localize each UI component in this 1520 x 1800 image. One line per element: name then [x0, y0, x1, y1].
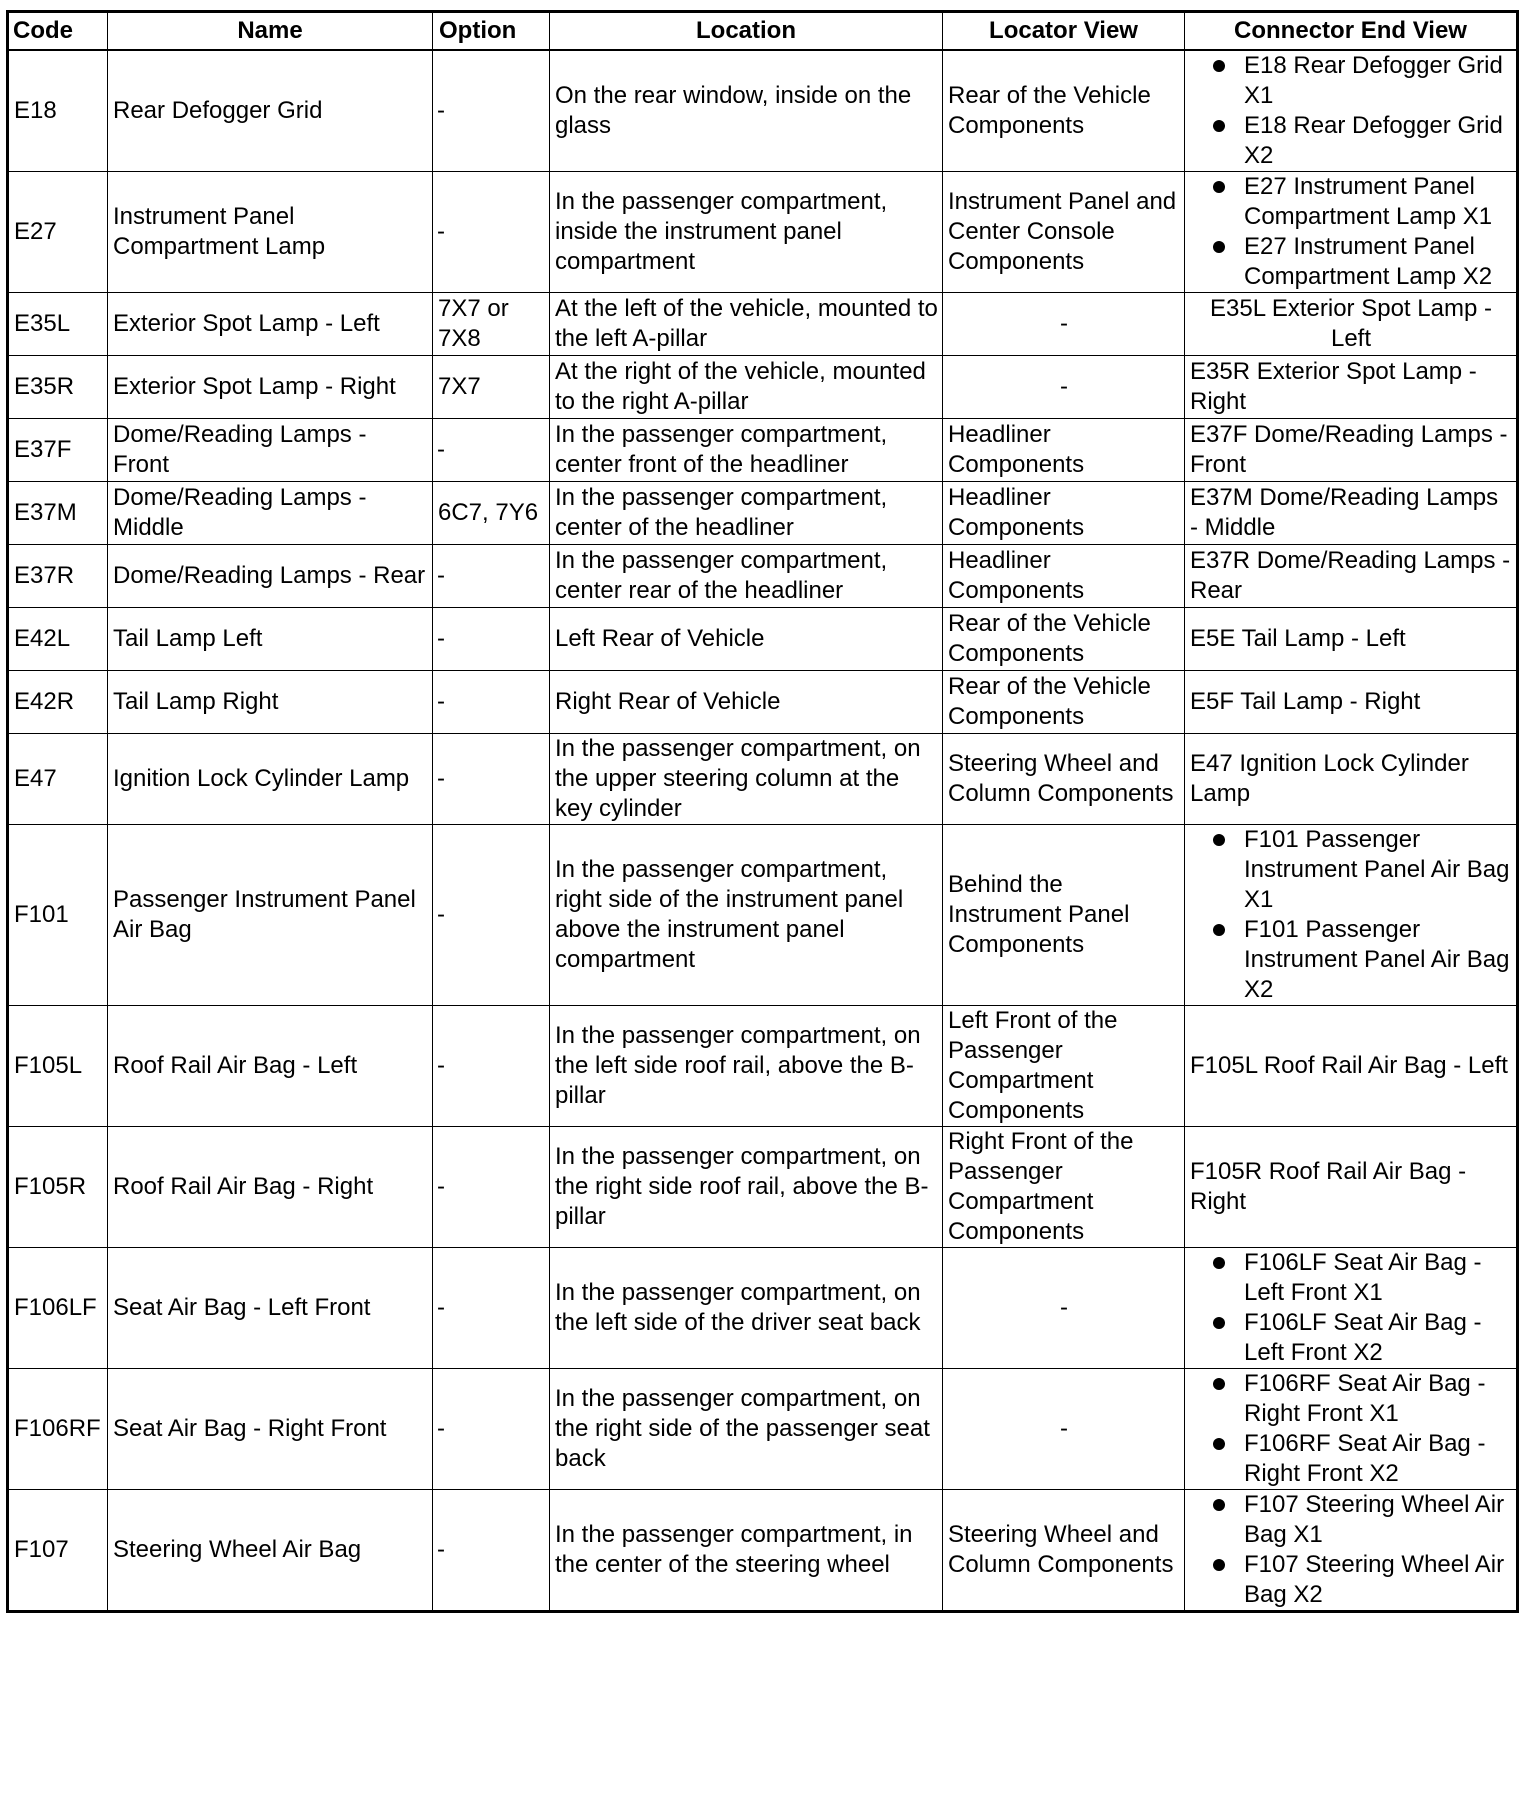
cell-location: In the passenger compartment, in the center of the steering wheel: [550, 1490, 943, 1612]
cell-locator-view[interactable]: -: [943, 356, 1185, 419]
connector-view-link[interactable]: F106LF Seat Air Bag - Left Front X1: [1244, 1249, 1482, 1306]
cell-location: On the rear window, inside on the glass: [550, 50, 943, 172]
cell-code: E35R: [8, 356, 108, 419]
table-row: [8, 50, 1518, 172]
connector-view-list: [1190, 1248, 1512, 1368]
bullet-icon: [1213, 924, 1225, 936]
cell-connector-end-view: [1185, 825, 1518, 1006]
bullet-icon: [1213, 60, 1225, 72]
cell-connector-end-view: [1185, 419, 1518, 482]
connector-view-link[interactable]: E37R Dome/Reading Lamps - Rear: [1190, 547, 1511, 604]
connector-view-link[interactable]: F106LF Seat Air Bag - Left Front X2: [1244, 1309, 1482, 1366]
column-header-connector-end-view: Connector End View: [1185, 12, 1518, 51]
cell-location: Right Rear of Vehicle: [550, 671, 943, 734]
cell-locator-view[interactable]: Instrument Panel and Center Console Components: [943, 172, 1185, 293]
cell-locator-view[interactable]: Steering Wheel and Column Components: [943, 734, 1185, 825]
table-row: [8, 1369, 1518, 1490]
column-header-location: Location: [550, 12, 943, 51]
cell-locator-view[interactable]: Rear of the Vehicle Components: [943, 671, 1185, 734]
table-row: [8, 482, 1518, 545]
connector-view-link[interactable]: E35L Exterior Spot Lamp - Left: [1210, 295, 1492, 352]
connector-view-item: [1190, 1550, 1512, 1610]
cell-connector-end-view: [1185, 1490, 1518, 1612]
cell-code: F106LF: [8, 1248, 108, 1369]
cell-name: Passenger Instrument Panel Air Bag: [108, 825, 433, 1006]
column-header-option: Option: [433, 12, 550, 51]
connector-view-link[interactable]: E18 Rear Defogger Grid X1: [1244, 52, 1503, 109]
cell-code: E35L: [8, 293, 108, 356]
column-header-code: Code: [8, 12, 108, 51]
cell-connector-end-view: [1185, 356, 1518, 419]
connector-view-item: [1190, 915, 1512, 1005]
cell-code: E37R: [8, 545, 108, 608]
column-header-name: Name: [108, 12, 433, 51]
bullet-icon: [1213, 181, 1225, 193]
cell-name: Roof Rail Air Bag - Left: [108, 1006, 433, 1127]
connector-view-list: [1190, 825, 1512, 1005]
connector-view-link[interactable]: F105L Roof Rail Air Bag - Left: [1190, 1052, 1508, 1079]
cell-connector-end-view: [1185, 293, 1518, 356]
cell-connector-end-view: [1185, 1127, 1518, 1248]
bullet-icon: [1213, 241, 1225, 253]
cell-option: 7X7: [433, 356, 550, 419]
connector-view-link[interactable]: E27 Instrument Panel Compartment Lamp X2: [1244, 233, 1493, 290]
connector-view-link[interactable]: E27 Instrument Panel Compartment Lamp X1: [1244, 173, 1493, 230]
cell-location: In the passenger compartment, on the upper steering column at the key cylinder: [550, 734, 943, 825]
cell-location: In the passenger compartment, center of the headliner: [550, 482, 943, 545]
cell-option: -: [433, 50, 550, 172]
bullet-icon: [1213, 1499, 1225, 1511]
bullet-icon: [1213, 1378, 1225, 1390]
table-row: [8, 734, 1518, 825]
cell-name: Tail Lamp Right: [108, 671, 433, 734]
connector-view-item: [1190, 1248, 1512, 1308]
cell-option: -: [433, 1006, 550, 1127]
connector-list-sheet: [6, 10, 1516, 1613]
connector-table: [6, 10, 1519, 1613]
connector-view-list: [1190, 172, 1512, 292]
cell-connector-end-view: [1185, 671, 1518, 734]
table-row: [8, 545, 1518, 608]
connector-view-item: [1190, 1490, 1512, 1550]
connector-view-link[interactable]: F106RF Seat Air Bag - Right Front X2: [1244, 1430, 1486, 1487]
bullet-icon: [1213, 1317, 1225, 1329]
cell-name: Roof Rail Air Bag - Right: [108, 1127, 433, 1248]
cell-name: Instrument Panel Compartment Lamp: [108, 172, 433, 293]
cell-name: Seat Air Bag - Right Front: [108, 1369, 433, 1490]
cell-name: Ignition Lock Cylinder Lamp: [108, 734, 433, 825]
table-row: [8, 293, 1518, 356]
connector-view-item: [1190, 111, 1512, 171]
cell-option: -: [433, 671, 550, 734]
cell-option: -: [433, 825, 550, 1006]
cell-name: Tail Lamp Left: [108, 608, 433, 671]
cell-locator-view[interactable]: Rear of the Vehicle Components: [943, 608, 1185, 671]
cell-locator-view[interactable]: Right Front of the Passenger Compartment Components: [943, 1127, 1185, 1248]
connector-view-link[interactable]: F106RF Seat Air Bag - Right Front X1: [1244, 1370, 1486, 1427]
connector-view-link[interactable]: E47 Ignition Lock Cylinder Lamp: [1190, 750, 1469, 807]
cell-location: In the passenger compartment, inside the instrument panel compartment: [550, 172, 943, 293]
cell-option: 7X7 or 7X8: [433, 293, 550, 356]
table-row: [8, 1127, 1518, 1248]
header-row: [8, 12, 1518, 51]
cell-option: -: [433, 608, 550, 671]
cell-locator-view[interactable]: Behind the Instrument Panel Components: [943, 825, 1185, 1006]
cell-option: -: [433, 1127, 550, 1248]
connector-view-link[interactable]: F107 Steering Wheel Air Bag X1: [1244, 1491, 1505, 1548]
cell-code: F105R: [8, 1127, 108, 1248]
column-header-locator-view: Locator View: [943, 12, 1185, 51]
cell-connector-end-view: [1185, 608, 1518, 671]
cell-connector-end-view: [1185, 545, 1518, 608]
cell-connector-end-view: [1185, 1369, 1518, 1490]
cell-code: F106RF: [8, 1369, 108, 1490]
cell-location: In the passenger compartment, right side of the instrument panel above the instrument panel compartment: [550, 825, 943, 1006]
cell-option: -: [433, 172, 550, 293]
cell-location: In the passenger compartment, on the left side roof rail, above the B-pillar: [550, 1006, 943, 1127]
table-row: [8, 825, 1518, 1006]
connector-view-link[interactable]: E37F Dome/Reading Lamps - Front: [1190, 421, 1508, 478]
table-header: [8, 12, 1518, 51]
cell-connector-end-view: [1185, 50, 1518, 172]
cell-connector-end-view: [1185, 1006, 1518, 1127]
connector-view-item: [1190, 825, 1512, 915]
cell-code: E42L: [8, 608, 108, 671]
cell-connector-end-view: [1185, 482, 1518, 545]
table-row: [8, 172, 1518, 293]
cell-locator-view[interactable]: Headliner Components: [943, 419, 1185, 482]
cell-option: 6C7, 7Y6: [433, 482, 550, 545]
bullet-icon: [1213, 834, 1225, 846]
cell-option: -: [433, 419, 550, 482]
cell-location: Left Rear of Vehicle: [550, 608, 943, 671]
connector-view-item: [1190, 232, 1512, 292]
cell-locator-view[interactable]: Left Front of the Passenger Compartment Components: [943, 1006, 1185, 1127]
bullet-icon: [1213, 1438, 1225, 1450]
cell-option: -: [433, 734, 550, 825]
connector-view-item: [1190, 1308, 1512, 1368]
cell-code: E37M: [8, 482, 108, 545]
cell-option: -: [433, 1248, 550, 1369]
bullet-icon: [1213, 120, 1225, 132]
connector-view-link[interactable]: F105R Roof Rail Air Bag - Right: [1190, 1158, 1467, 1215]
table-row: [8, 419, 1518, 482]
cell-locator-view[interactable]: Headliner Components: [943, 545, 1185, 608]
cell-location: In the passenger compartment, on the left side of the driver seat back: [550, 1248, 943, 1369]
cell-location: At the right of the vehicle, mounted to the right A-pillar: [550, 356, 943, 419]
cell-name: Dome/Reading Lamps - Front: [108, 419, 433, 482]
table-row: [8, 671, 1518, 734]
bullet-icon: [1213, 1559, 1225, 1571]
connector-view-list: [1190, 1490, 1512, 1610]
connector-view-link[interactable]: E37M Dome/Reading Lamps - Middle: [1190, 484, 1499, 541]
cell-code: F107: [8, 1490, 108, 1612]
connector-view-link[interactable]: F107 Steering Wheel Air Bag X2: [1244, 1551, 1505, 1608]
cell-name: Exterior Spot Lamp - Right: [108, 356, 433, 419]
table-row: [8, 356, 1518, 419]
cell-option: -: [433, 1369, 550, 1490]
cell-option: -: [433, 1490, 550, 1612]
connector-view-link[interactable]: E35R Exterior Spot Lamp - Right: [1190, 358, 1477, 415]
table-row: [8, 1006, 1518, 1127]
cell-code: F101: [8, 825, 108, 1006]
table-row: [8, 1248, 1518, 1369]
cell-name: Dome/Reading Lamps - Middle: [108, 482, 433, 545]
connector-view-item: [1190, 51, 1512, 111]
cell-locator-view[interactable]: Rear of the Vehicle Components: [943, 50, 1185, 172]
table-body: [8, 50, 1518, 1612]
cell-location: In the passenger compartment, on the right side of the passenger seat back: [550, 1369, 943, 1490]
cell-name: Exterior Spot Lamp - Left: [108, 293, 433, 356]
connector-view-link[interactable]: F101 Passenger Instrument Panel Air Bag X1: [1244, 826, 1510, 913]
cell-name: Steering Wheel Air Bag: [108, 1490, 433, 1612]
connector-view-item: [1190, 1429, 1512, 1489]
cell-locator-view[interactable]: -: [943, 1248, 1185, 1369]
bullet-icon: [1213, 1257, 1225, 1269]
connector-view-link[interactable]: E5F Tail Lamp - Right: [1190, 688, 1421, 715]
cell-name: Dome/Reading Lamps - Rear: [108, 545, 433, 608]
cell-location: In the passenger compartment, center front of the headliner: [550, 419, 943, 482]
cell-locator-view[interactable]: -: [943, 1369, 1185, 1490]
cell-location: In the passenger compartment, on the right side roof rail, above the B-pillar: [550, 1127, 943, 1248]
cell-name: Seat Air Bag - Left Front: [108, 1248, 433, 1369]
cell-code: E27: [8, 172, 108, 293]
cell-locator-view[interactable]: -: [943, 293, 1185, 356]
connector-view-link[interactable]: F101 Passenger Instrument Panel Air Bag X2: [1244, 916, 1510, 1003]
cell-option: -: [433, 545, 550, 608]
cell-code: E47: [8, 734, 108, 825]
cell-connector-end-view: [1185, 734, 1518, 825]
table-row: [8, 608, 1518, 671]
cell-location: At the left of the vehicle, mounted to the left A-pillar: [550, 293, 943, 356]
cell-locator-view[interactable]: Steering Wheel and Column Components: [943, 1490, 1185, 1612]
connector-view-item: [1190, 172, 1512, 232]
cell-connector-end-view: [1185, 1248, 1518, 1369]
connector-view-link[interactable]: E5E Tail Lamp - Left: [1190, 625, 1406, 652]
cell-code: E37F: [8, 419, 108, 482]
cell-code: E42R: [8, 671, 108, 734]
cell-location: In the passenger compartment, center rear of the headliner: [550, 545, 943, 608]
cell-locator-view[interactable]: Headliner Components: [943, 482, 1185, 545]
cell-code: E18: [8, 50, 108, 172]
cell-connector-end-view: [1185, 172, 1518, 293]
connector-view-link[interactable]: E18 Rear Defogger Grid X2: [1244, 112, 1503, 169]
cell-name: Rear Defogger Grid: [108, 50, 433, 172]
connector-view-item: [1190, 1369, 1512, 1429]
connector-view-list: [1190, 1369, 1512, 1489]
connector-view-list: [1190, 51, 1512, 171]
table-row: [8, 1490, 1518, 1612]
cell-code: F105L: [8, 1006, 108, 1127]
